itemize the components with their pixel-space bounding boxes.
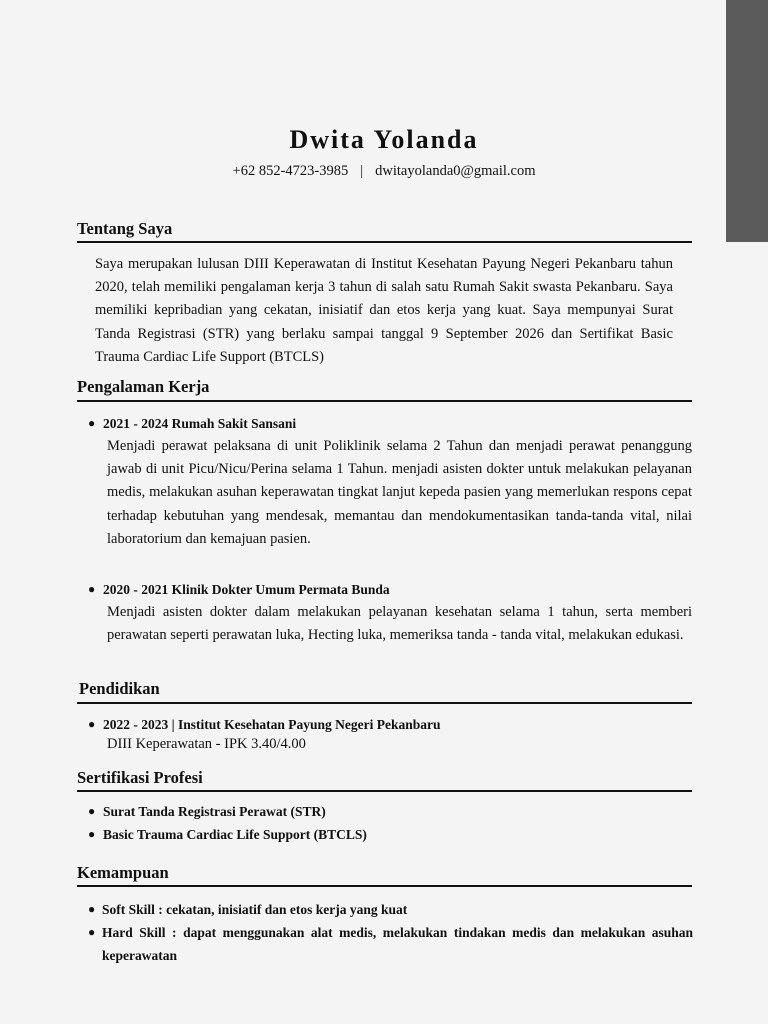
section-divider xyxy=(77,790,692,792)
about-text: Saya merupakan lulusan DIII Keperawatan di Institut Kesehatan Payung Negeri Pekanbaru tahun 2020, telah memiliki pengalaman kerja 3 tahun di salah satu Rumah Sakit swasta Pekanbaru. Saya memiliki kepribadian yang cekatan, inisiatif dan etos kerja yang kuat. Saya mempunyai Surat Tanda Registrasi (STR) yang berlaku sampai tanggal 9 September 2026 dan Sertifikat Basic Trauma Cardiac Life Support (BTCLS) xyxy=(95,256,673,365)
section-divider xyxy=(77,885,692,887)
experience-description: Menjadi perawat pelaksana di unit Poliklinik selama 2 Tahun dan menjadi perawat penanggung jawab di unit Picu/Nicu/Perina selama 1 Tahun. menjadi asisten dokter untuk melakukan pelayanan medis, melakukan asuhan keperawatan tingkat lanjut kepeda pasien yang memerlukan respons cepat terhadap kebutuhan yang mendesak, memantau dan mendokumentasikan tanda-tanda vital, nilai laboratorium dan kemajuan pasien. xyxy=(107,438,692,547)
bullet-icon: ● xyxy=(88,416,96,430)
section-divider xyxy=(77,241,692,243)
certification-label: Surat Tanda Registrasi Perawat (STR) xyxy=(103,804,326,819)
experience-item xyxy=(88,580,692,647)
bullet-icon: ● xyxy=(88,804,96,818)
experience-heading: 2020 - 2021 Klinik Dokter Umum Permata Bunda xyxy=(103,582,390,597)
contact-separator: | xyxy=(360,163,364,179)
certification-item xyxy=(88,802,692,821)
skill-text: Soft Skill : cekatan, inisiatif dan etos kerja yang kuat xyxy=(102,902,408,917)
education-heading: 2022 - 2023 | Institut Kesehatan Payung Negeri Pekanbaru xyxy=(103,717,441,732)
education-detail: DIII Keperawatan - IPK 3.40/4.00 xyxy=(107,736,306,752)
section-title-skills: Kemampuan xyxy=(77,863,169,882)
section-divider xyxy=(77,702,692,704)
resume-name: Dwita Yolanda xyxy=(289,125,479,154)
section-title-about: Tentang Saya xyxy=(77,219,173,238)
experience-heading: 2021 - 2024 Rumah Sakit Sansani xyxy=(103,416,297,431)
section-title-certification: Sertifikasi Profesi xyxy=(77,768,203,787)
section-title-education: Pendidikan xyxy=(79,679,160,698)
scrollbar-thumb[interactable] xyxy=(726,0,768,242)
bullet-icon: ● xyxy=(88,925,96,939)
skill-text: Hard Skill : dapat menggunakan alat medis, melakukan tindakan medis dan melakukan asuhan keperawatan xyxy=(102,925,693,963)
certification-label: Basic Trauma Cardiac Life Support (BTCLS) xyxy=(103,827,367,842)
contact-line xyxy=(0,161,768,181)
bullet-icon: ● xyxy=(88,827,96,841)
experience-item xyxy=(88,414,692,551)
bullet-icon: ● xyxy=(88,717,96,731)
skill-item xyxy=(88,898,693,921)
skill-item xyxy=(88,921,693,967)
section-title-experience: Pengalaman Kerja xyxy=(77,377,210,396)
education-item xyxy=(88,715,692,754)
bullet-icon: ● xyxy=(88,902,96,916)
section-divider xyxy=(77,400,692,402)
experience-description: Menjadi asisten dokter dalam melakukan pelayanan kesehatan selama 1 tahun, serta memberi perawatan seperti perawatan luka, Hecting luka, memeriksa tanda - tanda vital, melakukan edukasi. xyxy=(107,604,692,644)
phone-number: +62 852-4723-3985 xyxy=(232,163,349,179)
email-address: dwitayolanda0@gmail.com xyxy=(375,163,536,179)
bullet-icon: ● xyxy=(88,582,96,596)
certification-item xyxy=(88,825,692,844)
